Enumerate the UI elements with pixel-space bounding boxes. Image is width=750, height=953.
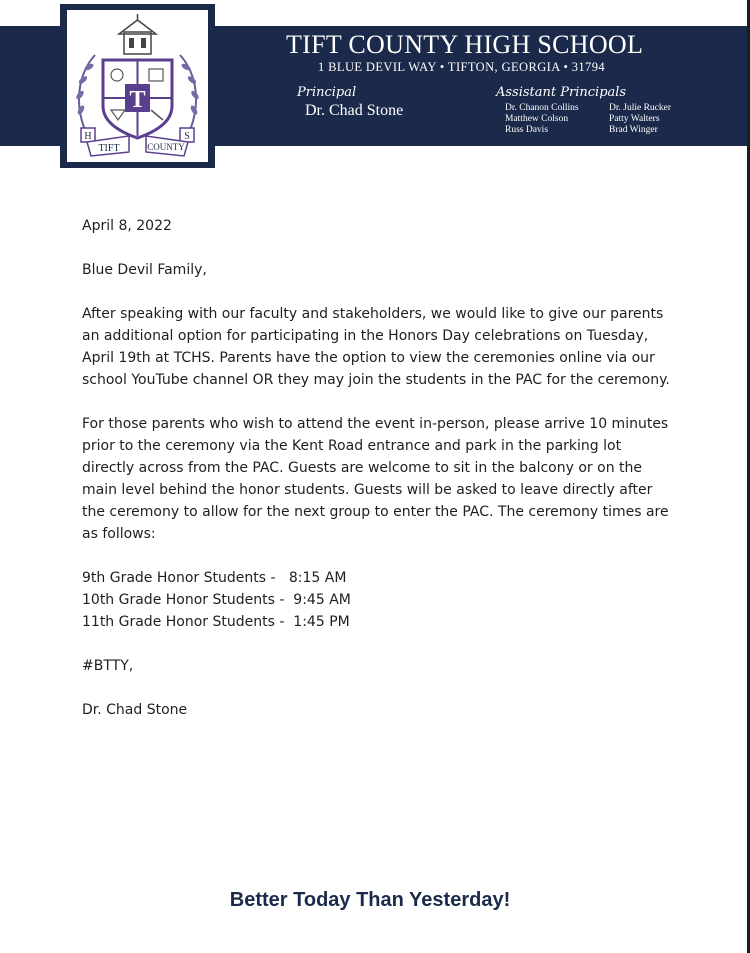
assistant-principals-label: Assistant Principals: [496, 85, 627, 100]
assistant-principals-list-2: [609, 103, 671, 136]
crest-letter-h: H: [84, 131, 92, 142]
schedule-item: 9th Grade Honor Students - 8:15 AM: [82, 570, 347, 586]
principal-label: Principal: [297, 85, 357, 100]
school-name: TIFT COUNTY HIGH SCHOOL: [286, 30, 644, 59]
ceremony-schedule: [82, 567, 672, 633]
assistant-principal-name: Dr. Chanon Collins: [505, 103, 579, 113]
letter-paragraph-2: For those parents who wish to attend the event in-person, please arrive 10 minutes prior to the ceremony via the Kent Road entrance and park in the parking lot directly across from the PAC. Guests are welcome to sit in the balcony or on the main level behind the honor students. Guests will be asked to leave directly after the ceremony to allow for the next group to enter the PAC. The ceremony times are as follows:: [82, 416, 669, 542]
crest-icon: [67, 10, 208, 162]
assistant-principal-name: Brad Winger: [609, 125, 658, 135]
school-crest-logo: [67, 10, 208, 162]
footer-motto: Better Today Than Yesterday!: [229, 889, 511, 911]
letter-body: [82, 215, 672, 743]
assistant-principal-name: Russ Davis: [505, 125, 549, 135]
crest-letter-s: S: [184, 131, 190, 142]
letter-greeting: Blue Devil Family,: [82, 262, 207, 278]
letter-paragraph-1: After speaking with our faculty and stakeholders, we would like to give our parents an additional option for participating in the Honors Day celebrations on Tuesday, April 19th at TCHS. Parents have the option to view the ceremonies online via our school YouTube channel OR they may join the students in the PAC for the ceremony.: [82, 306, 670, 388]
school-address: 1 BLUE DEVIL WAY • TIFTON, GEORGIA • 31794: [318, 60, 606, 74]
assistant-principal-name: Patty Walters: [609, 114, 660, 124]
assistant-principal-name: Dr. Julie Rucker: [609, 103, 672, 113]
letter-date: April 8, 2022: [82, 218, 172, 234]
schedule-item: 11th Grade Honor Students - 1:45 PM: [82, 614, 350, 630]
crest-letter: T: [129, 87, 146, 113]
crest-ribbon-tift: TIFT: [98, 143, 120, 154]
assistant-principals-list-1: [505, 103, 579, 136]
principal-name: Dr. Chad Stone: [305, 102, 404, 119]
letter-hashtag: #BTTY,: [82, 658, 134, 674]
assistant-principal-name: Matthew Colson: [505, 114, 569, 124]
crest-ribbon-county: COUNTY: [147, 142, 185, 152]
schedule-item: 10th Grade Honor Students - 9:45 AM: [82, 592, 351, 608]
letter-signature: Dr. Chad Stone: [82, 702, 188, 718]
